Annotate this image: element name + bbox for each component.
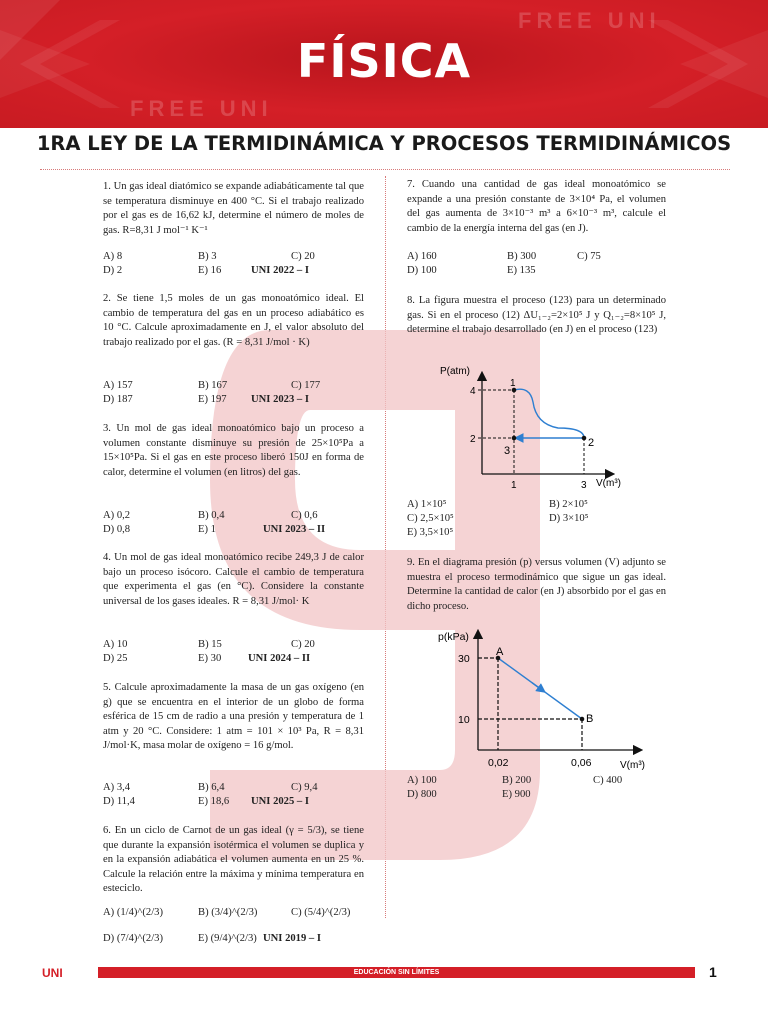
option-c: C) (5/4)^(2/3) xyxy=(291,907,351,918)
option-e: E) 3,5×10⁵ xyxy=(407,527,454,538)
question-9-options xyxy=(407,774,667,804)
graph9-ytick: 30 xyxy=(458,653,470,665)
exam-label: UNI 2025 – I xyxy=(251,796,309,807)
question-9 xyxy=(407,556,666,614)
question-7-options xyxy=(407,250,667,280)
header-banner xyxy=(0,0,768,128)
option-b: B) 15 xyxy=(198,639,222,650)
banner-watermark-bottom: FREE UNI xyxy=(130,96,273,121)
option-d: D) 0,8 xyxy=(103,524,131,535)
question-8-options xyxy=(407,498,667,542)
option-a: A) 160 xyxy=(407,251,437,262)
option-b: B) 167 xyxy=(198,380,228,391)
graph9-ytick: 10 xyxy=(458,714,470,726)
graph8-ytick: 2 xyxy=(470,434,476,445)
question-text: 8. La figura muestra el proceso (123) para un determinado gas. Si en el proceso (12) ΔU₁₋₂=2×10⁵ J y Q₁₋₂=8×10⁵ J, determine el trabajo desarrollado (en J) en el proceso (123) xyxy=(407,295,666,335)
question-1-options xyxy=(103,250,373,280)
option-e: E) 1 xyxy=(198,524,216,535)
question-6 xyxy=(103,824,364,897)
divider-line xyxy=(40,169,730,170)
graph9-point-label: B xyxy=(586,713,594,725)
option-d: D) 11,4 xyxy=(103,796,135,807)
graph8-point-label: 1 xyxy=(510,378,516,389)
option-c: C) 9,4 xyxy=(291,782,318,793)
option-c: C) 400 xyxy=(593,775,623,786)
option-c: C) 20 xyxy=(291,251,315,262)
question-2-options xyxy=(103,379,373,409)
question-1 xyxy=(103,180,364,238)
option-c: C) 75 xyxy=(577,251,601,262)
question-text: 4. Un mol de gas ideal monoatómico recibe 249,3 J de calor bajo un proceso isócoro. Calcule el cambio de temperatura que experimenta el gas (en °C). Considere la constante universal de los gases ideales. R = 8,31 J/mol· K xyxy=(103,552,364,607)
graph-question-8 xyxy=(438,362,621,492)
graph8-xtick: 3 xyxy=(581,480,587,491)
footer-brand: UNI xyxy=(42,966,63,980)
option-e: E) 197 xyxy=(198,394,227,405)
graph8-point-label: 3 xyxy=(504,445,511,457)
option-c: C) 177 xyxy=(291,380,321,391)
option-a: A) 1×10⁵ xyxy=(407,499,447,510)
question-3 xyxy=(103,422,364,480)
graph9-xtick: 0,06 xyxy=(571,757,592,769)
question-2 xyxy=(103,292,364,350)
option-a: A) 157 xyxy=(103,380,133,391)
option-e: E) 900 xyxy=(502,789,531,800)
option-b: B) 3 xyxy=(198,251,217,262)
graph9-xtick: 0,02 xyxy=(488,757,509,769)
option-d: D) 3×10⁵ xyxy=(549,513,589,524)
graph8-ylabel: P(atm) xyxy=(440,366,470,377)
graph8-ytick: 4 xyxy=(470,386,476,397)
graph8-point-label: 2 xyxy=(588,437,595,449)
question-4 xyxy=(103,551,364,609)
option-a: A) 0,2 xyxy=(103,510,131,521)
option-b: B) 200 xyxy=(502,775,532,786)
question-text: 5. Calcule aproximadamente la masa de un gas oxígeno (en g) que se encuentra en el interior de un globo de forma esférica de 15 cm de radio a una presión y temperatura de 1 atm y 20 °C. Considere: 1 atm = 101 × 10³ Pa, R = 8,31 J/mol·K, masa molar de oxígeno = 16 g/mol. xyxy=(103,682,364,751)
question-7 xyxy=(407,178,666,236)
option-c: C) 0,6 xyxy=(291,510,318,521)
banner-watermark-top: FREE UNI xyxy=(518,8,661,33)
option-b: B) 0,4 xyxy=(198,510,225,521)
question-8 xyxy=(407,294,666,338)
option-a: A) (1/4)^(2/3) xyxy=(103,907,163,918)
page-subtitle: 1RA LEY DE LA TERMIDINÁMICA Y PROCESOS TERMIDINÁMICOS xyxy=(36,132,732,155)
option-e: E) (9/4)^(2/3) xyxy=(198,933,257,944)
page-number: 1 xyxy=(709,964,717,980)
option-b: B) (3/4)^(2/3) xyxy=(198,907,258,918)
question-text: 1. Un gas ideal diatómico se expande adiabáticamente tal que se temperatura disminuye en 400 °C. Si el trabajo realizado por el gas es de 16,62 kJ, determine el número de moles de gas. R=8,31 J mol⁻¹ K⁻¹ xyxy=(103,181,364,236)
graph8-xtick: 1 xyxy=(511,480,517,491)
exam-label: UNI 2023 – II xyxy=(263,524,326,535)
question-text: 3. Un mol de gas ideal monoatómico bajo un proceso a volumen constante disminuye su presión de 25×10⁵Pa a 15×10⁵Pa. Si el gas en este proceso liberó 150J en forma de calor, determine el volumen (en litros) del gas. xyxy=(103,423,364,478)
question-text: 6. En un ciclo de Carnot de un gas ideal (γ = 5/3), se tiene que durante la expansión isotérmica el volumen se duplica y en la expansión adiabática el volumen aumenta en un 25 %. Calcule la relación entre la máxima y mínima temperatura en esteciclo. xyxy=(103,825,364,894)
question-text: 9. En el diagrama presión (p) versus volumen (V) adjunto se muestra el proceso termodinámico que sigue un gas ideal. Determine la cantidad de calor (en J) absorbido por el gas en dicho proceso. xyxy=(407,557,666,612)
option-e: E) 30 xyxy=(198,653,222,664)
question-5-options xyxy=(103,781,373,811)
question-3-options xyxy=(103,509,373,539)
exam-label: UNI 2022 – I xyxy=(251,265,309,276)
option-e: E) 135 xyxy=(507,265,536,276)
option-b: B) 2×10⁵ xyxy=(549,499,588,510)
option-d: D) 800 xyxy=(407,789,437,800)
option-d: D) (7/4)^(2/3) xyxy=(103,933,163,944)
option-d: D) 2 xyxy=(103,265,123,276)
graph9-xlabel: V(m³) xyxy=(620,760,645,771)
option-d: D) 25 xyxy=(103,653,128,664)
graph-question-9 xyxy=(432,622,652,772)
graph9-ylabel: p(kPa) xyxy=(438,631,469,643)
option-a: A) 3,4 xyxy=(103,782,131,793)
footer-slogan-bar: EDUCACIÓN SIN LÍMITES xyxy=(98,967,695,978)
option-c: C) 20 xyxy=(291,639,315,650)
question-5 xyxy=(103,681,364,754)
option-e: E) 18,6 xyxy=(198,796,230,807)
exam-label: UNI 2019 – I xyxy=(263,933,321,944)
question-6-options xyxy=(103,906,373,948)
graph8-xlabel: V(m³) xyxy=(596,478,621,489)
page-title: FÍSICA xyxy=(296,34,472,88)
exam-label: UNI 2023 – I xyxy=(251,394,309,405)
graph9-point-label: A xyxy=(496,646,504,658)
option-a: A) 10 xyxy=(103,639,128,650)
option-a: A) 8 xyxy=(103,251,123,262)
option-c: C) 2,5×10⁵ xyxy=(407,513,454,524)
option-e: E) 16 xyxy=(198,265,222,276)
question-text: 7. Cuando una cantidad de gas ideal monoatómico se expande a una presión constante de 3×10⁴ Pa, el volumen del gas aumenta de 3×10⁻³ m³ a 6×10⁻³ m³, calcule el cambio de la energía interna del gas (en J). xyxy=(407,179,666,234)
option-a: A) 100 xyxy=(407,775,437,786)
question-text: 2. Se tiene 1,5 moles de un gas monoatómico ideal. El cambio de temperatura del gas en un proceso adiabático es 10 °C. Calcule aproximadamente en J, el valor absoluto del trabajo realizado por el gas. (R = 8,31 J/mol · K) xyxy=(103,293,364,348)
option-d: D) 187 xyxy=(103,394,133,405)
option-d: D) 100 xyxy=(407,265,437,276)
option-b: B) 300 xyxy=(507,251,537,262)
option-b: B) 6,4 xyxy=(198,782,225,793)
question-4-options xyxy=(103,638,373,668)
exam-label: UNI 2024 – II xyxy=(248,653,311,664)
